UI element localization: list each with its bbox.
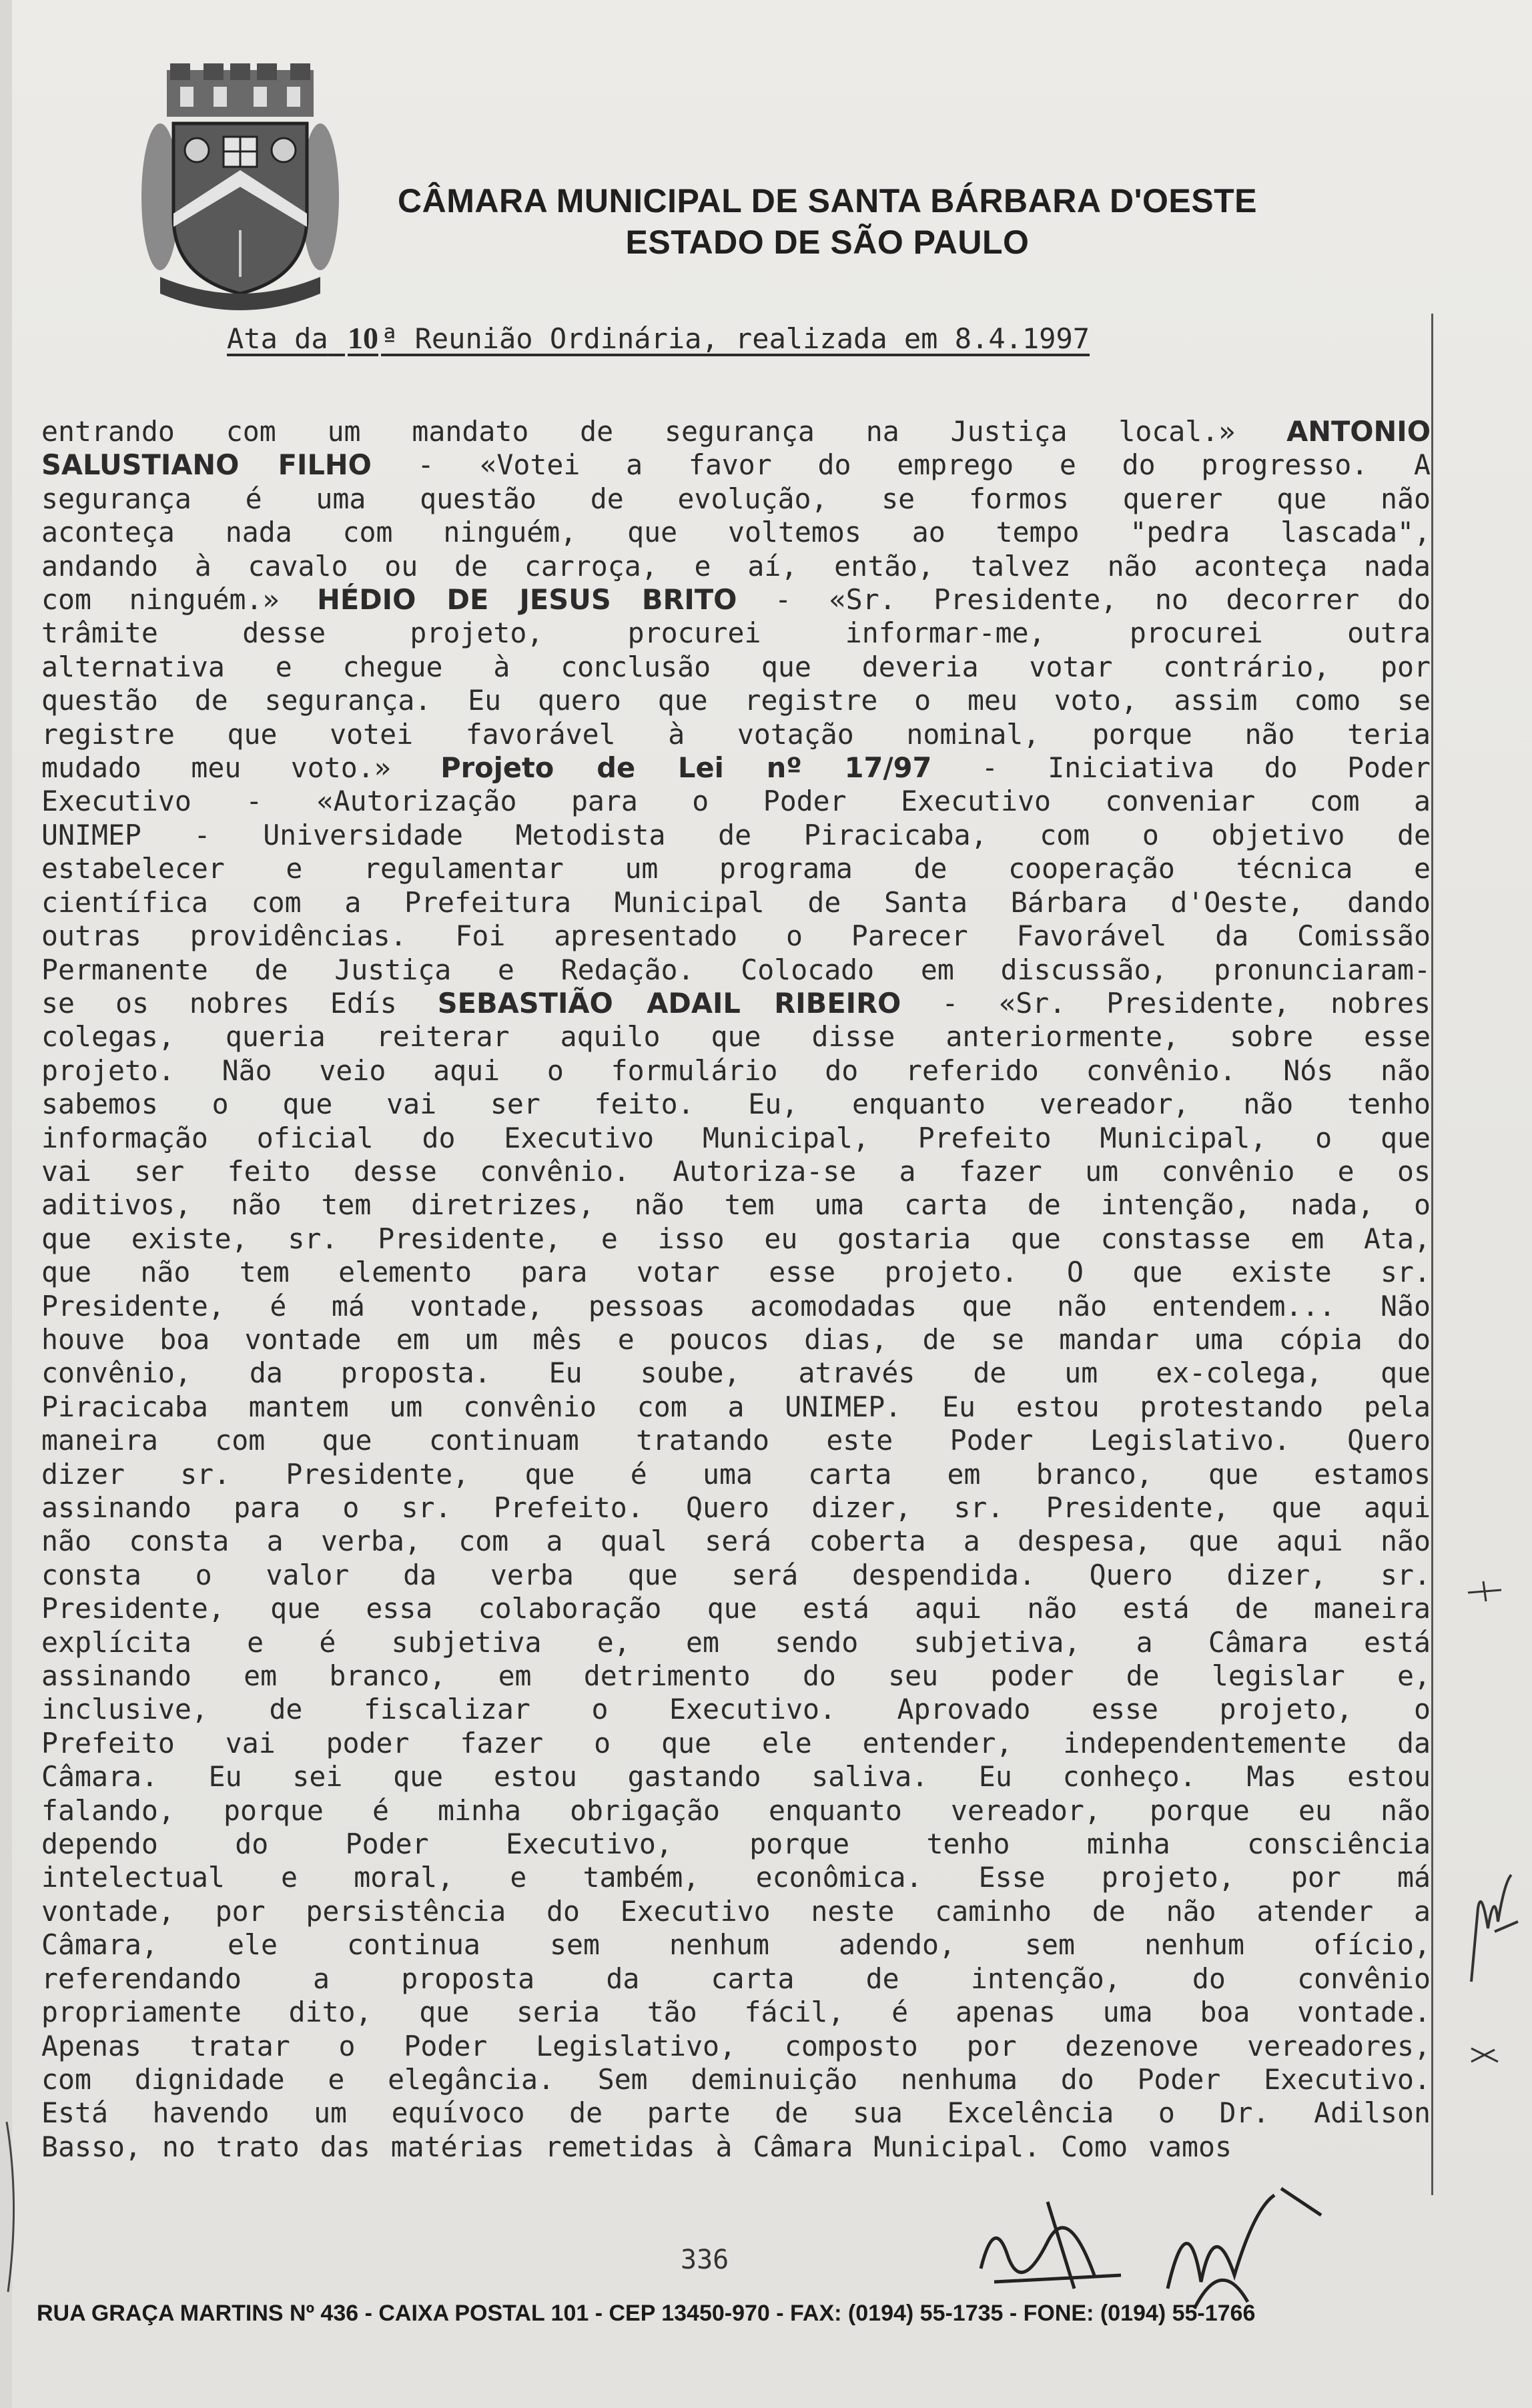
text-line: assinando em branco, em detrimento do seu poder de legislar e,	[41, 1659, 1431, 1693]
text-line: se os nobres Edís SEBASTIÃO ADAIL RIBEIRO - «Sr. Presidente, nobres	[41, 986, 1431, 1020]
text-line: que não tem elemento para votar esse projeto. O que existe sr.	[41, 1256, 1431, 1289]
text-line: Apenas tratar o Poder Legislativo, composto por dezenove vereadores,	[41, 2029, 1431, 2062]
margin-signature-icon	[1458, 1868, 1525, 1988]
text-line: colegas, queria reiterar aquilo que disse anteriormente, sobre esse	[41, 1020, 1431, 1054]
text-line: Presidente, é má vontade, pessoas acomodadas que não entendem... Não	[41, 1289, 1431, 1322]
handwritten-signatures-icon	[968, 2175, 1341, 2315]
margin-check-mark-icon	[1465, 1578, 1505, 1605]
text-line: dizer sr. Presidente, que é uma carta em branco, que estamos	[41, 1457, 1431, 1491]
text-line: Está havendo um equívoco de parte de sua Excelência o Dr. Adilson	[41, 2096, 1431, 2130]
text-line: com ninguém.» HÉDIO DE JESUS BRITO - «Sr. Presidente, no decorrer do	[41, 583, 1431, 617]
margin-check-mark-icon	[1468, 2042, 1501, 2068]
text-line: maneira com que continuam tratando este Poder Legislativo. Quero	[41, 1424, 1431, 1457]
session-number: 10	[348, 321, 379, 355]
text-line: aditivos, não tem diretrizes, não tem uma carta de intenção, nada, o	[41, 1188, 1431, 1222]
state-name: ESTADO DE SÃO PAULO	[625, 224, 1030, 261]
text-line: estabelecer e regulamentar um programa de cooperação técnica e	[41, 852, 1431, 885]
text-line: Presidente, que essa colaboração que está aqui não está de maneira	[41, 1592, 1431, 1625]
minutes-body	[41, 415, 1431, 2164]
municipal-coat-of-arms-icon	[140, 63, 340, 310]
text-line: andando à cavalo ou de carroça, e aí, então, talvez não aconteça nada	[41, 549, 1431, 582]
text-line: mudado meu voto.» Projeto de Lei nº 17/97 - Iniciativa do Poder	[41, 751, 1431, 785]
text-line: inclusive, de fiscalizar o Executivo. Aprovado esse projeto, o	[41, 1693, 1431, 1726]
text-line: científica com a Prefeitura Municipal de Santa Bárbara d'Oeste, dando	[41, 885, 1431, 919]
text-line: Câmara, ele continua sem nenhum adendo, sem nenhum ofício,	[41, 1928, 1431, 1962]
text-line: consta o valor da verba que será despendida. Quero dizer, sr.	[41, 1558, 1431, 1591]
text-line: vontade, por persistência do Executivo neste caminho de não atender a	[41, 1894, 1431, 1928]
text-line: referendando a proposta da carta de intenção, do convênio	[41, 1962, 1431, 1995]
text-line: outras providências. Foi apresentado o Parecer Favorável da Comissão	[41, 919, 1431, 953]
text-line: com dignidade e elegância. Sem deminuição nenhuma do Poder Executivo.	[41, 2062, 1431, 2096]
session-suffix: ª Reunião Ordinária, realizada em 8.4.1997	[381, 322, 1090, 355]
text-line: entrando com um mandato de segurança na Justiça local.» ANTONIO	[41, 415, 1431, 448]
text-line: Piracicaba mantem um convênio com a UNIMEP. Eu estou protestando pela	[41, 1390, 1431, 1423]
text-line: vai ser feito desse convênio. Autoriza-se a fazer um convênio e os	[41, 1154, 1431, 1188]
text-line: intelectual e moral, e também, econômica. Esse projeto, por má	[41, 1861, 1431, 1894]
page-number: 336	[681, 2245, 729, 2275]
text-line: Câmara. Eu sei que estou gastando saliva. Eu conheço. Mas estou	[41, 1760, 1431, 1793]
text-line: propriamente dito, que seria tão fácil, é apenas uma boa vontade.	[41, 1996, 1431, 2029]
text-line: explícita e é subjetiva e, em sendo subjetiva, a Câmara está	[41, 1625, 1431, 1659]
text-line: Basso, no trato das matérias remetidas à Câmara Municipal. Como vamos	[41, 2130, 1232, 2163]
text-line: convênio, da proposta. Eu soube, através de um ex-colega, que	[41, 1356, 1431, 1390]
text-line: Executivo - «Autorização para o Poder Executivo conveniar com a	[41, 785, 1431, 818]
text-line: informação oficial do Executivo Municipal, Prefeito Municipal, o que	[41, 1121, 1431, 1154]
session-title	[227, 320, 1241, 356]
page-footer-address: RUA GRAÇA MARTINS Nº 436 - CAIXA POSTAL 101 - CEP 13450-970 - FAX: (0194) 55-1735 - FONE: (0194) 55-1766	[37, 2301, 1256, 2326]
text-line: SALUSTIANO FILHO - «Votei a favor do emprego e do progresso. A	[41, 448, 1431, 482]
text-line: Prefeito vai poder fazer o que ele entender, independentemente da	[41, 1726, 1431, 1759]
text-line: houve boa vontade em um mês e poucos dias, de se mandar uma cópia do	[41, 1322, 1431, 1356]
text-line: alternativa e chegue à conclusão que deveria votar contrário, por	[41, 650, 1431, 683]
text-line: assinando para o sr. Prefeito. Quero dizer, sr. Presidente, que aqui	[41, 1491, 1431, 1524]
text-line: sabemos o que vai ser feito. Eu, enquanto vereador, não tenho	[41, 1088, 1431, 1121]
text-line: registre que votei favorável à votação nominal, porque não teria	[41, 717, 1431, 751]
text-line: Permanente de Justiça e Redação. Colocado em discussão, pronunciaram-	[41, 953, 1431, 986]
text-line: projeto. Não veio aqui o formulário do referido convênio. Nós não	[41, 1054, 1431, 1087]
text-line: aconteça nada com ninguém, que voltemos ao tempo "pedra lascada",	[41, 516, 1431, 549]
text-line: que existe, sr. Presidente, e isso eu gostaria que constasse em Ata,	[41, 1222, 1431, 1255]
left-margin-stroke-icon	[0, 2122, 40, 2295]
text-line: falando, porque é minha obrigação enquanto vereador, porque eu não	[41, 1793, 1431, 1827]
text-line: dependo do Poder Executivo, porque tenho minha consciência	[41, 1828, 1431, 1861]
text-line: trâmite desse projeto, procurei informar-me, procurei outra	[41, 617, 1431, 650]
page-edge	[0, 0, 12, 2408]
session-prefix: Ata da	[227, 322, 328, 355]
institution-header	[394, 180, 1261, 263]
text-line: não consta a verba, com a qual será coberta a despesa, que aqui não	[41, 1525, 1431, 1558]
text-line: segurança é uma questão de evolução, se formos querer que não	[41, 482, 1431, 515]
institution-name: CÂMARA MUNICIPAL DE SANTA BÁRBARA D'OESTE	[398, 182, 1257, 220]
right-margin-rule	[1431, 314, 1433, 2195]
text-line: questão de segurança. Eu quero que registre o meu voto, assim como se	[41, 684, 1431, 717]
text-line: UNIMEP - Universidade Metodista de Piracicaba, com o objetivo de	[41, 818, 1431, 851]
